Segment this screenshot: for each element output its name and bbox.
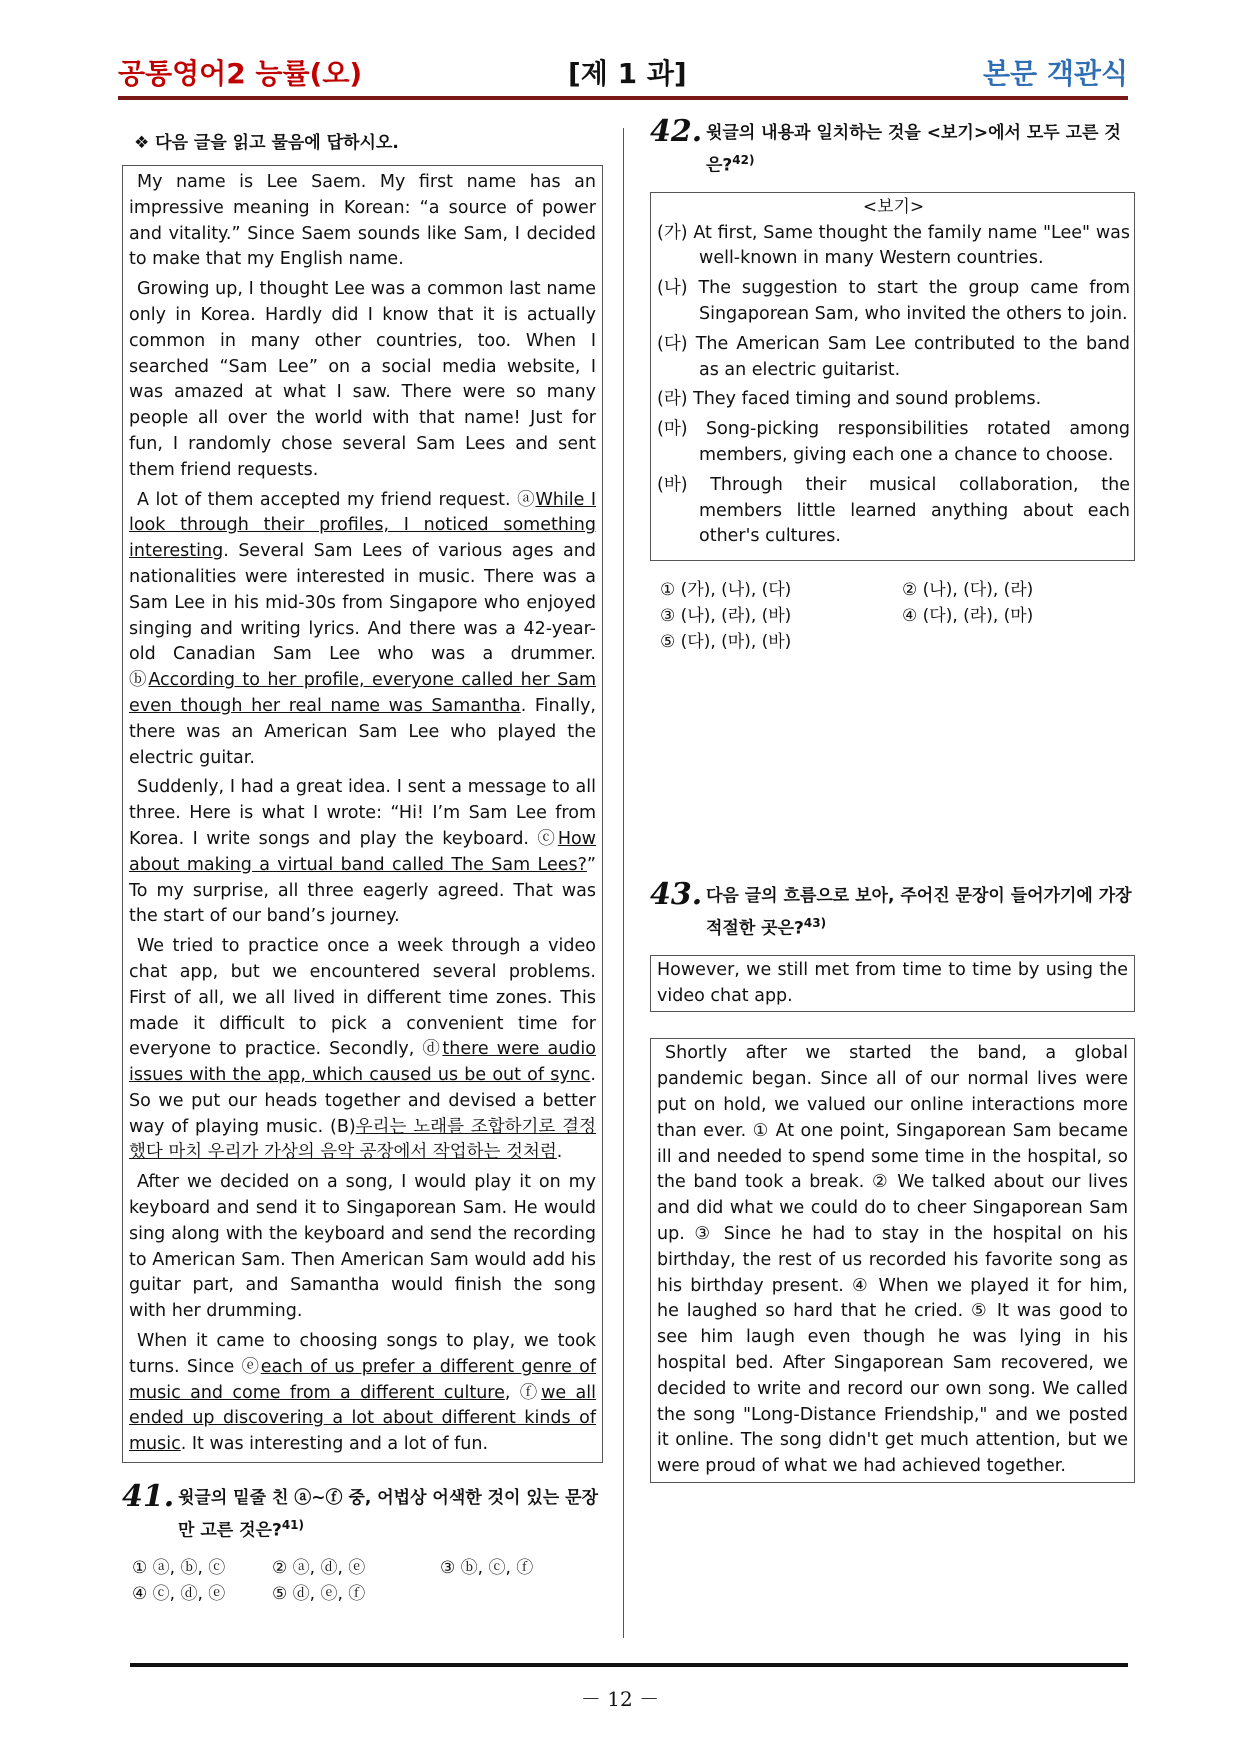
option[interactable]: ④ ⓒ, ⓓ, ⓔ — [132, 1583, 226, 1604]
passage-text: We tried to practice once a week through a video chat app, but we encountered several problems. First of all, we all lived in different time zones. This made it difficult to pick a convenient time for everyone to practice. Secondly, ⓓ — [129, 936, 596, 1060]
option[interactable]: ③ (나), (라), (바) — [660, 606, 792, 627]
underlined-sentence: How about making a virtual band called The Sam Lees? — [129, 828, 596, 875]
option[interactable]: ① ⓐ, ⓑ, ⓒ — [132, 1557, 226, 1578]
bogi-item: (라) They faced timing and sound problems. — [657, 389, 1042, 410]
passage-paragraph — [129, 170, 596, 273]
bogi-box — [650, 192, 1135, 562]
bogi-item: (다) The American Sam Lee contributed to the band as an electric guitarist. — [657, 333, 1130, 380]
passage-paragraph — [129, 1329, 596, 1458]
option[interactable]: ⑤ (다), (마), (바) — [660, 632, 792, 653]
underlined-sentence: there were audio issues with the app, which caused us be out of sync — [129, 1039, 596, 1086]
passage-paragraph — [129, 1170, 596, 1325]
bogi-item: (가) At first, Same thought the family name "Lee" was well-known in many Western countries. — [657, 222, 1130, 269]
bogi-title: <보기> — [862, 196, 925, 217]
footnote-ref: 43) — [803, 916, 827, 931]
page-number: － 12 － — [580, 1687, 660, 1711]
question-number: 43. — [650, 877, 703, 913]
question-42 — [650, 114, 1135, 180]
column-divider — [623, 128, 624, 1638]
header-course-title: 공통영어2 능률(오) — [118, 57, 363, 90]
left-column — [122, 120, 603, 1607]
passage-paragraph — [129, 934, 596, 1166]
bogi-item: (마) Song-picking responsibilities rotated among members, giving each one a chance to choose. — [657, 419, 1130, 466]
underlined-sentence: While I look through their profiles, I noticed something interesting — [129, 489, 597, 562]
option[interactable]: ① (가), (나), (다) — [660, 580, 792, 601]
passage-text: , ⓕ — [504, 1382, 542, 1403]
option[interactable]: ② ⓐ, ⓓ, ⓔ — [272, 1557, 366, 1578]
question-43 — [650, 877, 1135, 943]
q43-passage: Shortly after we started the band, a global pandemic began. Since all of our normal lives were put on hold, we valued our online interactions more than ever. ① At one point, Singaporean Sam became ill and needed to spend some time in the hospital, so the band took a break. ② We talked about our lives and did what we could do to cheer Singaporean Sam up. ③ Since he had to stay in the hospital on his birthday, the rest of us recorded his favorite song as his birthday present. ④ When we played it for him, he laughed so hard that he cried. ⑤ It was good to see him laugh even though he was lying in his hospital bed. After Singaporean Sam recovered, we decided to write and record our own song. We called the song "Long-Distance Friendship," and we posted it online. The song didn't get much attention, but we were proud of what we had achieved together. — [650, 1038, 1135, 1483]
question-41 — [122, 1479, 603, 1545]
passage-text: When it came to choosing songs to play, we took turns. Since ⓔ — [129, 1331, 596, 1377]
instruction: ❖ 다음 글을 읽고 물음에 답하시오. — [134, 133, 399, 153]
underlined-sentence: 우리는 노래를 조합하기로 결정했다 마치 우리가 가상의 음악 공장에서 작업하는 것처럼 — [129, 1116, 596, 1163]
passage-text: After we decided on a song, I would play it on my keyboard and send it to Singaporean Sam. He would sing along with the keyboard and send the recording to American Sam. Then American Sam would add his guitar part, and Samantha would finish the song with her drumming. — [129, 1172, 596, 1322]
question-text: 윗글의 내용과 일치하는 것을 <보기>에서 모두 고른 것은?$^{42)}$ — [706, 123, 1121, 176]
passage-paragraph — [129, 775, 596, 930]
header-section: 본문 객관식 — [983, 57, 1128, 90]
passage-text: . Several Sam Lees of various ages and nationalities were interested in music. There was a Sam Lee in his mid-30s from Singapore who enjoyed singing and writing lyrics. And there was a 42-year-old Canadian Sam Lee who was a drummer. ⓑ — [129, 541, 596, 691]
option[interactable]: ④ (다), (라), (마) — [902, 606, 1034, 627]
question-text: 다음 글의 흐름으로 보아, 주어진 문장이 들어가기에 가장 적절한 곳은?$^{43)}$ — [706, 886, 1132, 939]
underlined-sentence: each of us prefer a different genre of music and come from a different culture — [129, 1356, 596, 1403]
passage-text: . — [556, 1142, 563, 1163]
passage-text: ” To my surprise, all three eagerly agreed. That was the start of our band’s journey. — [129, 854, 596, 927]
right-column — [650, 114, 1135, 1483]
passage-text: A lot of them accepted my friend request. ⓐ — [137, 489, 536, 510]
passage-text: Suddenly, I had a great idea. I sent a message to all three. Here is what I wrote: “Hi! I’m Sam Lee from Korea. I write songs and play the keyboard. ⓒ — [129, 777, 596, 849]
page-header — [118, 50, 1128, 94]
passage-text: . It was interesting and a lot of fun. — [180, 1434, 489, 1455]
footnote-ref: 42) — [732, 153, 755, 167]
footer-rule — [130, 1663, 1128, 1667]
passage-text: . So we put our heads together and devised a better way of playing music. (B) — [129, 1065, 596, 1137]
question-number: 42. — [650, 114, 703, 149]
answer-options-42 — [650, 577, 1135, 655]
passage-text: . Finally, there was an American Sam Lee who played the electric guitar. — [129, 695, 596, 768]
passage-text: My name is Lee Saem. My first name has an impressive meaning in Korean: “a source of power and vitality.” Since Saem sounds like Sam, I decided to make that my English name. — [129, 172, 596, 270]
given-sentence: However, we still met from time to time by using the video chat app. — [650, 955, 1135, 1013]
passage-paragraph — [129, 488, 596, 772]
question-text: 윗글의 밑줄 친 ⓐ~ⓕ 중, 어법상 어색한 것이 있는 문장만 고른 것은?$^{41)}$ — [178, 1488, 598, 1541]
passage-paragraph — [129, 277, 596, 483]
underlined-sentence: According to her profile, everyone called her Sam even though her real name was Samantha — [129, 670, 596, 716]
option[interactable]: ② (나), (다), (라) — [902, 580, 1034, 601]
header-rule — [118, 96, 1128, 100]
answer-options-41 — [122, 1555, 603, 1607]
underlined-sentence: we all ended up discovering a lot about different kinds of music — [129, 1382, 596, 1455]
passage-text: Growing up, I thought Lee was a common last name only in Korea. Hardly did I know that it is actually common in many other countries, too. When I searched “Sam Lee” on a social media website, I was amazed at what I saw. There were so many people all over the world with that name! Just for fun, I randomly chose several Sam Lees and sent them friend requests. — [129, 279, 596, 480]
reading-passage — [122, 165, 603, 1463]
question-number: 41. — [122, 1479, 175, 1515]
header-lesson: [제 1 과] — [568, 57, 687, 90]
option[interactable]: ③ ⓑ, ⓒ, ⓕ — [440, 1557, 534, 1578]
footnote-ref: 41) — [281, 1518, 304, 1533]
option[interactable]: ⑤ ⓓ, ⓔ, ⓕ — [272, 1583, 366, 1604]
bogi-item: (나) The suggestion to start the group came from Singaporean Sam, who invited the others to join. — [657, 278, 1130, 325]
bogi-item: (바) Through their musical collaboration, the members little learned anything about each other's cultures. — [657, 474, 1130, 547]
